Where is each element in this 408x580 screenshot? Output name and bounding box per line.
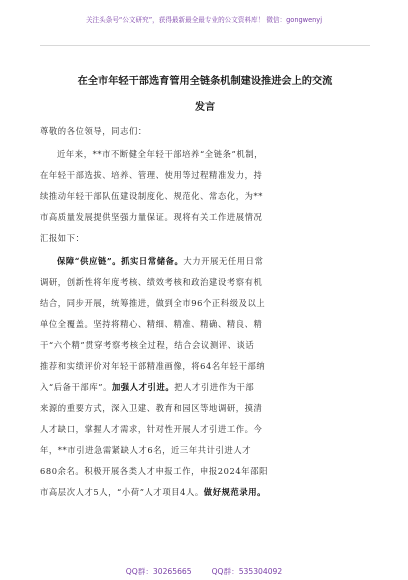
footer-contact <box>0 566 408 577</box>
paragraph-line: 单位全覆盖。坚持将精心、精细、精准、精确、精良、精 <box>40 319 263 329</box>
paragraph-line: 推荐和实绩评价对年轻干部精准画像，将64名年轻干部纳 <box>40 361 266 371</box>
section-heading-talent: 加强人才引进。 <box>111 382 175 392</box>
paragraph-line: 来源的重要方式，深入卫建、教育和园区等地调研，摸清 <box>40 403 263 413</box>
section-heading-recruitment: 做好规范录用。 <box>203 487 267 497</box>
paragraph-line: 续推动年轻干部队伍建设制度化、规范化、常态化，为** <box>40 191 264 201</box>
paragraph-line: 680余名。积极开展各类人才申报工作，申报2024年邵阳 <box>40 466 268 476</box>
paragraph-text: 大力开展无任用日常 <box>183 256 264 266</box>
paragraph-line: 年，**市引进急需紧缺人才6名，近三年共计引进人才 <box>40 445 252 455</box>
paragraph-line: 调研，创新性将年度考核、绩效考核和政治建设考察有机 <box>40 277 263 287</box>
section-heading-supply-chain: 保障“供应链”。抓实日常储备。 <box>57 256 184 266</box>
paragraph-line <box>40 255 370 267</box>
document-title-line-2: 发言 <box>194 102 216 113</box>
paragraph-line: 结合，同步开展，统筹推进，做到全市96个正科级及以上 <box>40 298 266 308</box>
paragraph-line: 市高质量发展提供坚强力量保证。现将有关工作进展情况 <box>40 212 263 222</box>
paragraph-line <box>40 486 370 498</box>
salutation: 尊敬的各位领导，同志们： <box>40 126 147 136</box>
paragraph-line <box>40 381 370 393</box>
paragraph-line: 在年轻干部选拔、培养、管理、使用等过程精准发力，持 <box>40 170 263 180</box>
header-notice: 关注头条号“公文研究”，获得最新最全最专业的公文资料库！ 微信：gongwenyj <box>85 16 323 24</box>
paragraph-text: 入“后备干部库”。 <box>40 382 112 392</box>
paragraph-text: 市高层次人才5人，“小荷”人才项目4人。 <box>40 487 204 497</box>
qq-group-1: QQ群：30265665 <box>125 567 192 576</box>
qq-group-2: QQ群：535304092 <box>211 567 283 576</box>
paragraph-line: 近年来，**市不断健全年轻干部培养“全链条”机制， <box>57 149 264 159</box>
document-title-line-1: 在全市年轻干部选育管用全链条机制建设推进会上的交流 <box>77 76 333 87</box>
paragraph-text: 把人才引进作为干部 <box>174 382 255 392</box>
paragraph-line: 汇报如下： <box>40 233 85 243</box>
header-divider <box>40 45 370 46</box>
paragraph-line: 干“六个精”贯穿考察考核全过程，结合会议测评、谈话 <box>40 340 255 350</box>
paragraph-line: 人才缺口，掌握人才需求，针对性开展人才引进工作。今 <box>40 424 263 434</box>
